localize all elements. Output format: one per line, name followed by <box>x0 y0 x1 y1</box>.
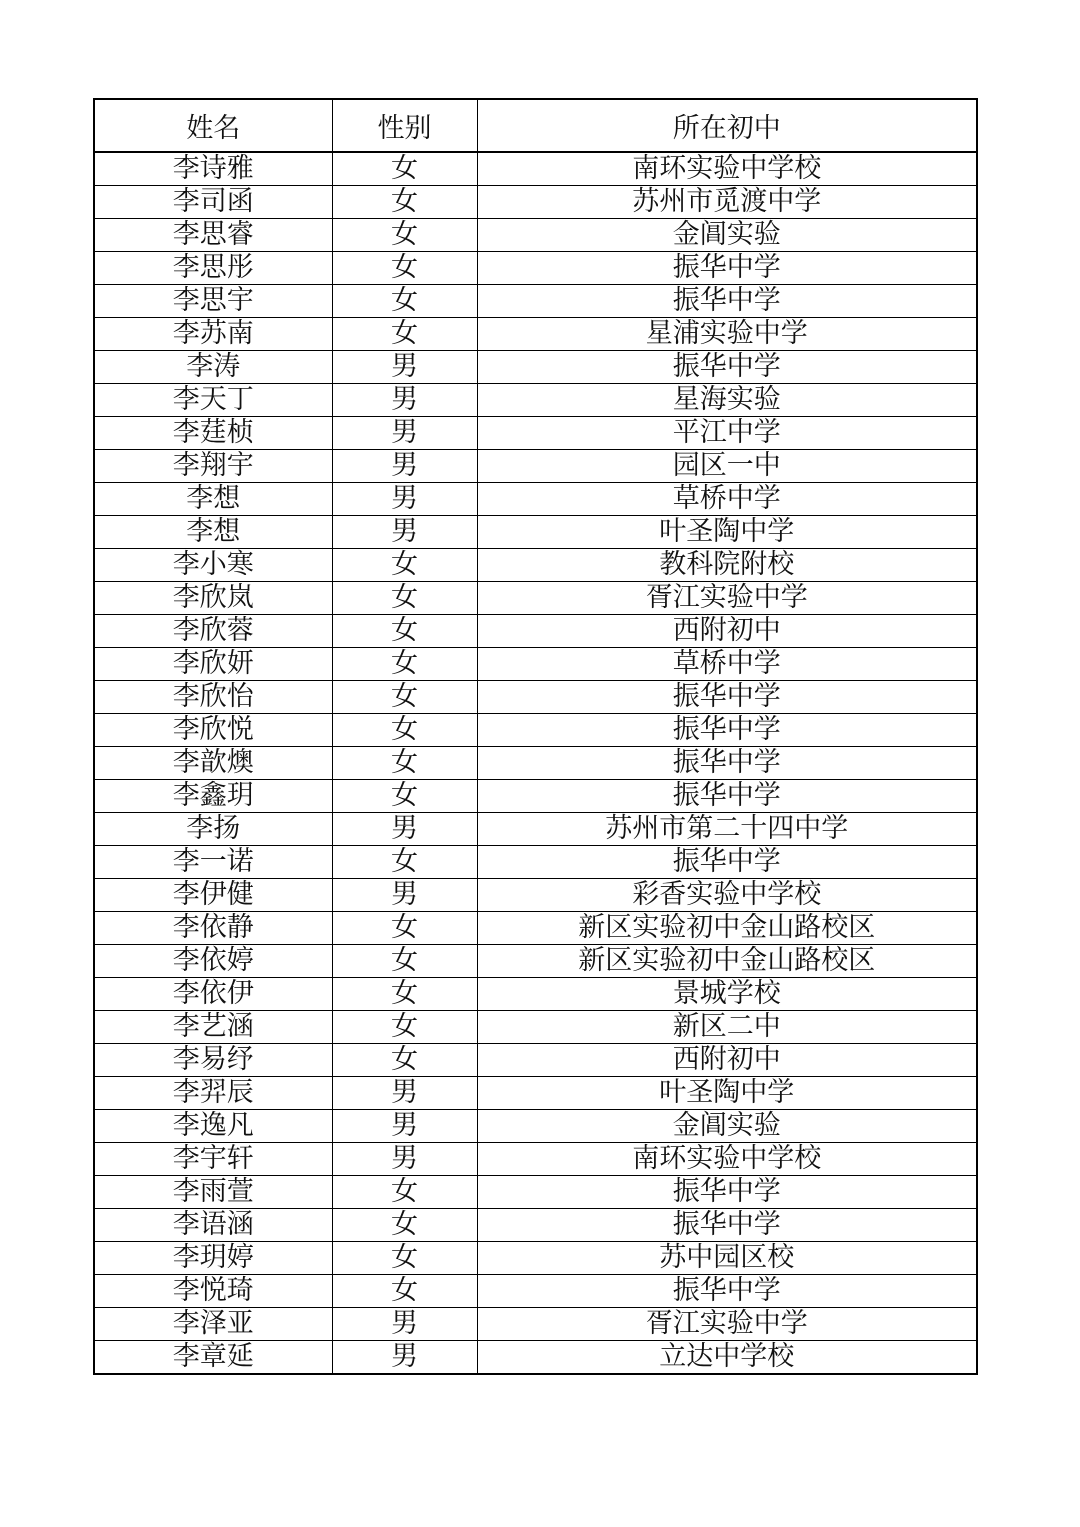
cell-gender: 女 <box>332 318 477 351</box>
cell-name: 李悦琦 <box>94 1275 332 1308</box>
column-header-gender: 性别 <box>332 99 477 152</box>
cell-school: 西附初中 <box>477 615 977 648</box>
table-row <box>94 318 977 351</box>
cell-gender: 女 <box>332 945 477 978</box>
cell-gender: 女 <box>332 648 477 681</box>
cell-school: 新区实验初中金山路校区 <box>477 945 977 978</box>
cell-name: 李伊健 <box>94 879 332 912</box>
cell-gender: 女 <box>332 747 477 780</box>
column-header-school: 所在初中 <box>477 99 977 152</box>
cell-school: 叶圣陶中学 <box>477 516 977 549</box>
table-row <box>94 846 977 879</box>
header-row <box>94 99 977 152</box>
cell-name: 李艺涵 <box>94 1011 332 1044</box>
cell-gender: 女 <box>332 681 477 714</box>
table-row <box>94 582 977 615</box>
table-row <box>94 1308 977 1341</box>
cell-gender: 男 <box>332 1341 477 1375</box>
cell-gender: 女 <box>332 912 477 945</box>
table-row <box>94 1110 977 1143</box>
table-row <box>94 483 977 516</box>
cell-school: 园区一中 <box>477 450 977 483</box>
table-row <box>94 1176 977 1209</box>
cell-name: 李思睿 <box>94 219 332 252</box>
cell-name: 李易纾 <box>94 1044 332 1077</box>
cell-school: 星海实验 <box>477 384 977 417</box>
cell-name: 李章延 <box>94 1341 332 1375</box>
table-row <box>94 648 977 681</box>
table-row <box>94 714 977 747</box>
cell-gender: 女 <box>332 780 477 813</box>
cell-school: 教科院附校 <box>477 549 977 582</box>
table-row <box>94 912 977 945</box>
cell-gender: 男 <box>332 813 477 846</box>
cell-name: 李宇轩 <box>94 1143 332 1176</box>
cell-name: 李依婷 <box>94 945 332 978</box>
cell-school: 新区实验初中金山路校区 <box>477 912 977 945</box>
table-row <box>94 516 977 549</box>
table-row <box>94 219 977 252</box>
cell-gender: 男 <box>332 516 477 549</box>
roster-sheet <box>93 98 976 1375</box>
cell-name: 李翔宇 <box>94 450 332 483</box>
table-row <box>94 945 977 978</box>
cell-school: 草桥中学 <box>477 648 977 681</box>
cell-school: 金阊实验 <box>477 219 977 252</box>
cell-name: 李欣怡 <box>94 681 332 714</box>
table-row <box>94 1275 977 1308</box>
table-row <box>94 1011 977 1044</box>
table-row <box>94 1143 977 1176</box>
cell-gender: 女 <box>332 549 477 582</box>
cell-name: 李想 <box>94 516 332 549</box>
cell-name: 李莛桢 <box>94 417 332 450</box>
cell-gender: 女 <box>332 1209 477 1242</box>
table-row <box>94 252 977 285</box>
table-row <box>94 351 977 384</box>
cell-name: 李一诺 <box>94 846 332 879</box>
cell-gender: 女 <box>332 978 477 1011</box>
cell-name: 李想 <box>94 483 332 516</box>
cell-school: 金阊实验 <box>477 1110 977 1143</box>
cell-school: 振华中学 <box>477 747 977 780</box>
table-row <box>94 1209 977 1242</box>
cell-gender: 男 <box>332 417 477 450</box>
table-row <box>94 681 977 714</box>
cell-gender: 女 <box>332 152 477 186</box>
cell-gender: 女 <box>332 1176 477 1209</box>
table-row <box>94 417 977 450</box>
table-row <box>94 747 977 780</box>
cell-school: 南环实验中学校 <box>477 152 977 186</box>
cell-name: 李羿辰 <box>94 1077 332 1110</box>
cell-name: 李歆燠 <box>94 747 332 780</box>
cell-gender: 男 <box>332 384 477 417</box>
cell-gender: 男 <box>332 1143 477 1176</box>
cell-school: 星浦实验中学 <box>477 318 977 351</box>
cell-name: 李依静 <box>94 912 332 945</box>
cell-gender: 女 <box>332 219 477 252</box>
column-header-name: 姓名 <box>94 99 332 152</box>
cell-name: 李思宇 <box>94 285 332 318</box>
cell-gender: 男 <box>332 879 477 912</box>
table-row <box>94 186 977 219</box>
cell-school: 振华中学 <box>477 1275 977 1308</box>
table-row <box>94 152 977 186</box>
cell-school: 新区二中 <box>477 1011 977 1044</box>
cell-school: 苏州市第二十四中学 <box>477 813 977 846</box>
cell-school: 振华中学 <box>477 252 977 285</box>
table-row <box>94 384 977 417</box>
cell-school: 振华中学 <box>477 780 977 813</box>
cell-name: 李玥婷 <box>94 1242 332 1275</box>
cell-gender: 女 <box>332 714 477 747</box>
cell-school: 景城学校 <box>477 978 977 1011</box>
cell-school: 苏中园区校 <box>477 1242 977 1275</box>
cell-school: 立达中学校 <box>477 1341 977 1375</box>
cell-school: 胥江实验中学 <box>477 582 977 615</box>
cell-name: 李依伊 <box>94 978 332 1011</box>
student-roster-table <box>93 98 978 1375</box>
cell-school: 振华中学 <box>477 1176 977 1209</box>
cell-school: 苏州市觅渡中学 <box>477 186 977 219</box>
cell-school: 振华中学 <box>477 714 977 747</box>
cell-name: 李泽亚 <box>94 1308 332 1341</box>
cell-gender: 女 <box>332 285 477 318</box>
cell-gender: 男 <box>332 1110 477 1143</box>
cell-gender: 女 <box>332 1275 477 1308</box>
cell-school: 胥江实验中学 <box>477 1308 977 1341</box>
cell-gender: 女 <box>332 252 477 285</box>
cell-school: 振华中学 <box>477 1209 977 1242</box>
table-row <box>94 780 977 813</box>
cell-name: 李欣悦 <box>94 714 332 747</box>
cell-gender: 女 <box>332 186 477 219</box>
table-row <box>94 1077 977 1110</box>
table-row <box>94 450 977 483</box>
table-row <box>94 285 977 318</box>
table-row <box>94 978 977 1011</box>
cell-gender: 男 <box>332 351 477 384</box>
cell-gender: 女 <box>332 1242 477 1275</box>
cell-name: 李欣蓉 <box>94 615 332 648</box>
cell-school: 振华中学 <box>477 351 977 384</box>
cell-gender: 男 <box>332 1308 477 1341</box>
cell-name: 李扬 <box>94 813 332 846</box>
cell-school: 西附初中 <box>477 1044 977 1077</box>
cell-school: 振华中学 <box>477 681 977 714</box>
cell-name: 李天丁 <box>94 384 332 417</box>
cell-name: 李思彤 <box>94 252 332 285</box>
cell-name: 李小寒 <box>94 549 332 582</box>
cell-gender: 女 <box>332 1044 477 1077</box>
cell-gender: 女 <box>332 1011 477 1044</box>
cell-name: 李雨萱 <box>94 1176 332 1209</box>
cell-school: 彩香实验中学校 <box>477 879 977 912</box>
cell-gender: 女 <box>332 582 477 615</box>
cell-gender: 男 <box>332 450 477 483</box>
table-body <box>94 152 977 1374</box>
table-row <box>94 1341 977 1375</box>
cell-gender: 男 <box>332 1077 477 1110</box>
cell-school: 振华中学 <box>477 285 977 318</box>
table-row <box>94 1242 977 1275</box>
cell-gender: 男 <box>332 483 477 516</box>
cell-school: 南环实验中学校 <box>477 1143 977 1176</box>
cell-school: 叶圣陶中学 <box>477 1077 977 1110</box>
cell-gender: 女 <box>332 615 477 648</box>
cell-name: 李逸凡 <box>94 1110 332 1143</box>
cell-name: 李欣妍 <box>94 648 332 681</box>
cell-school: 草桥中学 <box>477 483 977 516</box>
cell-name: 李苏南 <box>94 318 332 351</box>
cell-name: 李司函 <box>94 186 332 219</box>
cell-name: 李涛 <box>94 351 332 384</box>
table-row <box>94 615 977 648</box>
table-row <box>94 1044 977 1077</box>
cell-school: 平江中学 <box>477 417 977 450</box>
cell-name: 李诗雅 <box>94 152 332 186</box>
table-row <box>94 549 977 582</box>
cell-name: 李欣岚 <box>94 582 332 615</box>
cell-name: 李鑫玥 <box>94 780 332 813</box>
cell-gender: 女 <box>332 846 477 879</box>
table-row <box>94 879 977 912</box>
cell-school: 振华中学 <box>477 846 977 879</box>
cell-name: 李语涵 <box>94 1209 332 1242</box>
table-row <box>94 813 977 846</box>
